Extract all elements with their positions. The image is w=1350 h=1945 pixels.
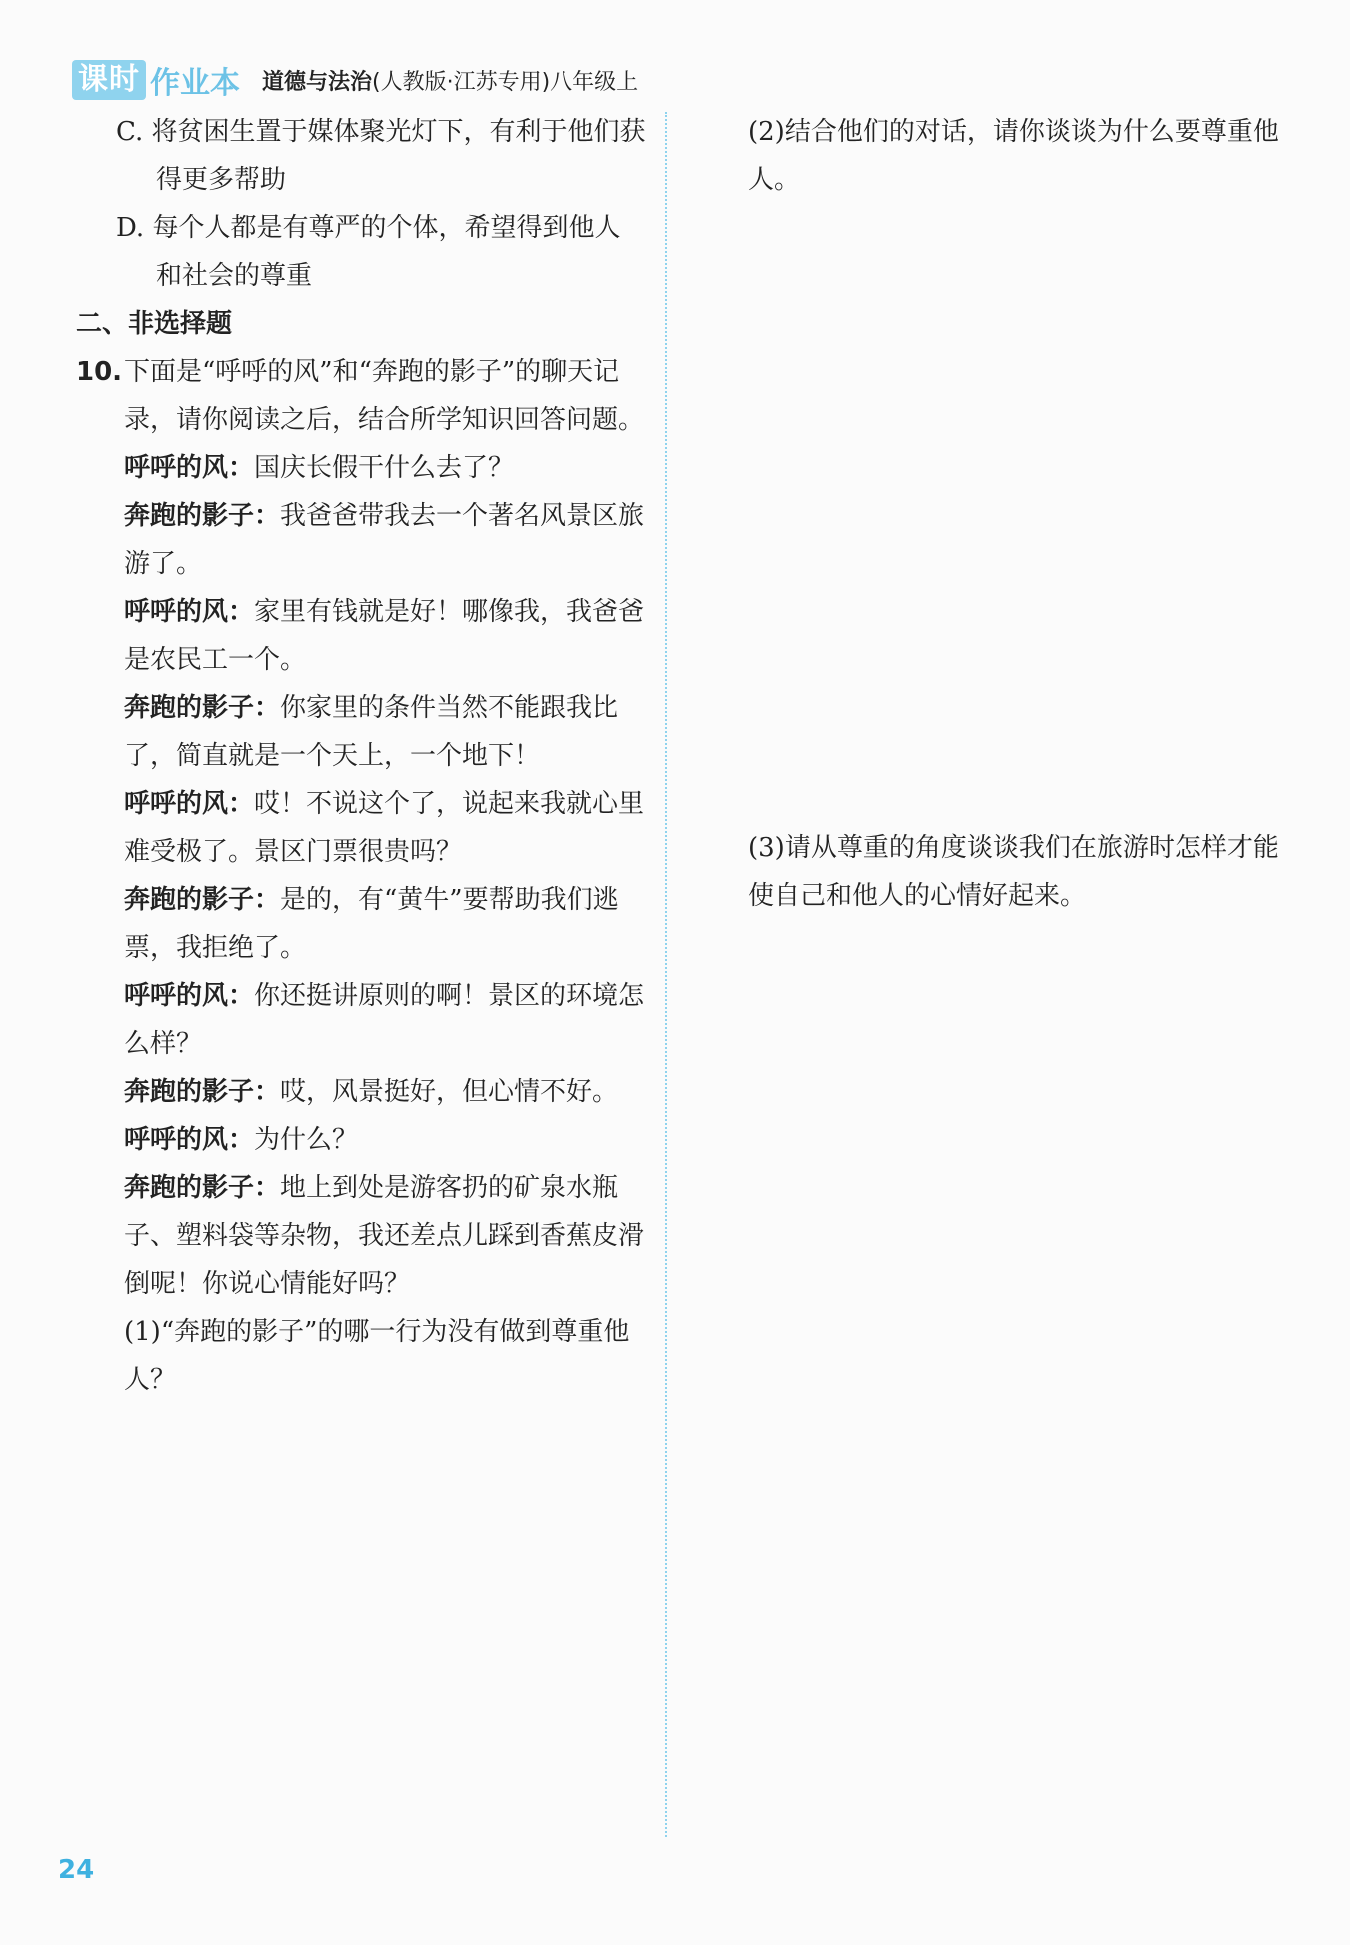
header [72,58,638,102]
header-edition: (人教版·江苏专用)八年级上 [372,69,639,95]
chat-line [124,444,646,492]
left-column [76,108,646,1404]
chat-text: 国庆长假干什么去了？ [254,453,515,483]
speaker: 呼呼的风： [124,789,255,819]
speaker: 呼呼的风： [124,453,255,483]
chat-text: 是的，有“黄牛”要帮助我们逃票，我拒绝了。 [124,885,619,963]
option-c [76,108,646,204]
option-text: 将贫困生置于媒体聚光灯下，有利于他们获得更多帮助 [151,117,646,195]
speaker: 奔跑的影子： [124,1173,281,1203]
chat-text: 哎！不说这个了，说起来我就心里难受极了。景区门票很贵吗？ [124,789,645,867]
speaker: 奔跑的影子： [124,693,281,723]
logo-box: 课时 [72,60,146,100]
option-d [76,204,646,300]
page-number: 24 [58,1855,95,1885]
chat-line [124,588,646,684]
chat-line [124,1164,646,1308]
chat-line [124,492,646,588]
chat-text: 为什么？ [254,1125,359,1155]
right-column [748,108,1283,920]
header-subject: 道德与法治 [262,69,373,95]
chat-line [124,1068,646,1116]
speaker: 奔跑的影子： [124,501,281,531]
question-stem: 下面是“呼呼的风”和“奔跑的影子”的聊天记录，请你阅读之后，结合所学知识回答问题。 [124,357,645,435]
chat-line [124,1116,646,1164]
speaker: 呼呼的风： [124,981,255,1011]
logo-title: 作业本 [150,66,240,101]
question-number: 10. [76,357,123,387]
chat-line [124,876,646,972]
sub-question-2: (2)结合他们的对话，请你谈谈为什么要尊重他人。 [748,117,1279,195]
chat-text: 哎，风景挺好，但心情不好。 [280,1077,619,1107]
option-label: D. [116,213,145,243]
chat-text: 地上到处是游客扔的矿泉水瓶子、塑料袋等杂物，我还差点儿踩到香蕉皮滑倒呢！你说心情能好吗？ [124,1173,645,1299]
speaker: 奔跑的影子： [124,885,281,915]
chat-text: 你还挺讲原则的啊！景区的环境怎么样？ [124,981,645,1059]
speaker: 奔跑的影子： [124,1077,281,1107]
chat-text: 我爸爸带我去一个著名风景区旅游了。 [124,501,645,579]
section-title: 二、非选择题 [76,309,233,339]
speaker: 呼呼的风： [124,597,255,627]
chat-text: 你家里的条件当然不能跟我比了，简直就是一个天上，一个地下！ [124,693,619,771]
chat-line [124,780,646,876]
speaker: 呼呼的风： [124,1125,255,1155]
chat-text: 家里有钱就是好！哪像我，我爸爸是农民工一个。 [124,597,645,675]
chat-log [76,444,646,1308]
chat-line [124,684,646,780]
sub-question-1: (1)“奔跑的影子”的哪一行为没有做到尊重他人？ [124,1317,630,1395]
column-divider [665,112,667,1837]
option-text: 每个人都是有尊严的个体，希望得到他人和社会的尊重 [152,213,621,291]
option-label: C. [116,117,144,147]
sub-question-3: (3)请从尊重的角度谈谈我们在旅游时怎样才能使自己和他人的心情好起来。 [748,833,1279,911]
question-10 [76,348,646,444]
chat-line [124,972,646,1068]
